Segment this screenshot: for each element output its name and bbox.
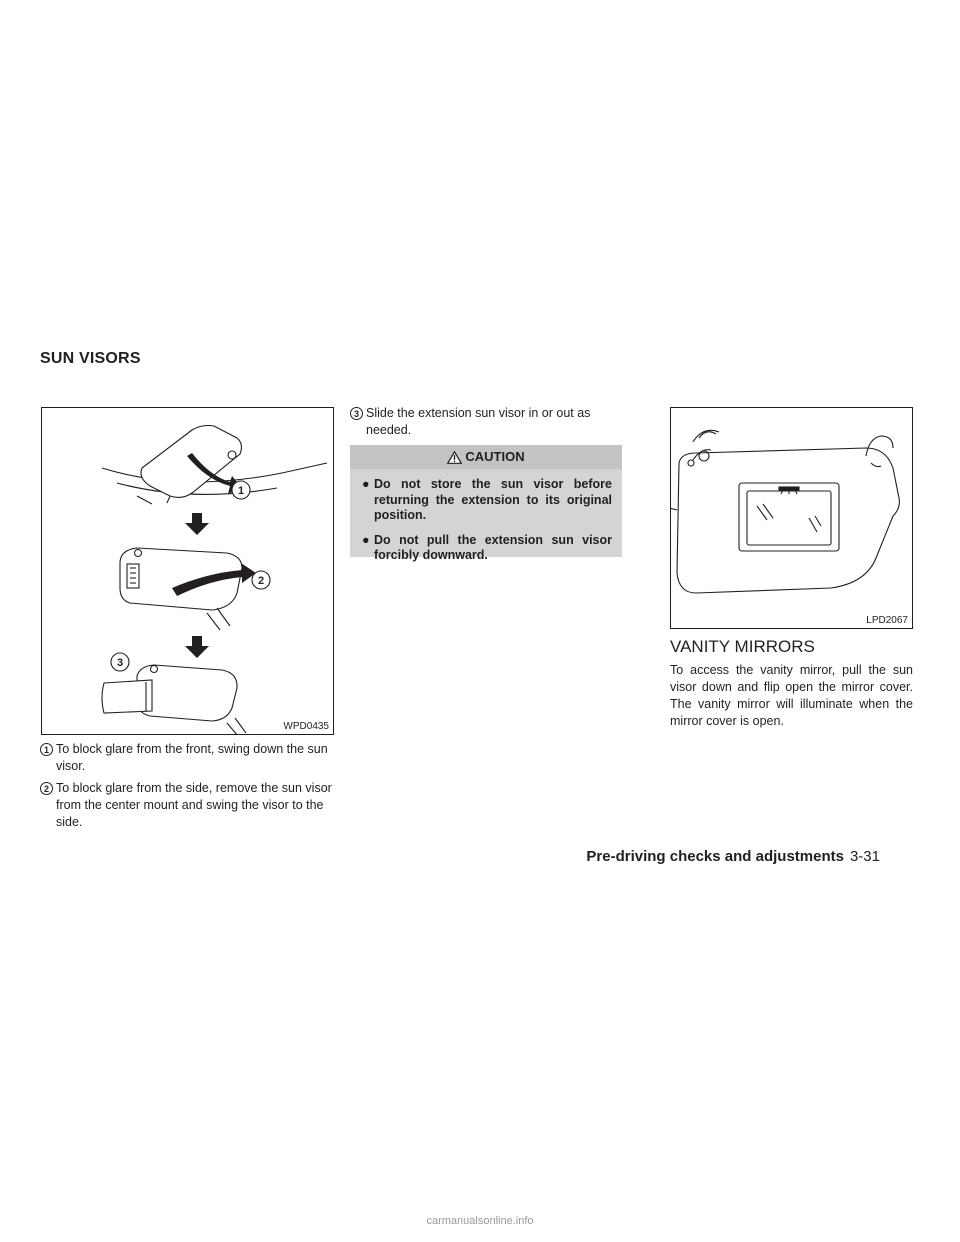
page-number: 3-31 (849, 848, 880, 865)
callout-3-label: 3 (116, 657, 124, 669)
callout-1 (232, 481, 250, 499)
warning-triangle-icon (447, 451, 462, 464)
caution-title: CAUTION (465, 449, 525, 464)
step-2-text: To block glare from the side, remove the sun visor from the center mount and swing the visor to the side. (56, 781, 332, 829)
sun-visor-illustration (42, 408, 334, 735)
vanity-mirror-illustration (671, 408, 913, 629)
page-footer (586, 848, 880, 865)
step-2-number: 2 (40, 782, 53, 795)
section-title: SUN VISORS (40, 350, 141, 367)
vanity-mirrors-text: To access the vanity mirror, pull the sun visor down and flip open the mirror cover. The vanity mirror will illuminate when the mirror cover is open. (670, 663, 913, 728)
callout-2-label: 2 (257, 575, 265, 587)
caution-list (350, 469, 622, 572)
step-1-number: 1 (40, 743, 53, 756)
footer-section: Pre-driving checks and adjustments (586, 848, 844, 865)
callout-1-label: 1 (237, 485, 245, 497)
step-3-number: 3 (350, 407, 363, 420)
figure-code-left: WPD0435 (283, 721, 329, 732)
vanity-mirrors-heading: VANITY MIRRORS (670, 637, 815, 656)
caution-header (350, 445, 622, 469)
caution-item: ● Do not store the sun visor before returning the extension to its original position. (362, 477, 612, 522)
callout-2 (252, 571, 270, 589)
sun-visor-figure (41, 407, 334, 735)
callout-3 (111, 653, 129, 671)
step-3 (350, 405, 622, 439)
watermark: carmanualsonline.info (426, 1215, 534, 1227)
caution-box (350, 445, 622, 562)
caution-item: ● Do not pull the extension sun visor forcibly downward. (362, 532, 612, 562)
step-1 (40, 741, 335, 775)
step-1-text: To block glare from the front, swing down the sun visor. (56, 742, 328, 773)
figure-code-right: LPD2067 (866, 615, 908, 626)
step-2 (40, 780, 335, 831)
step-3-text: Slide the extension sun visor in or out as needed. (366, 406, 591, 437)
vanity-mirror-figure (670, 407, 913, 629)
